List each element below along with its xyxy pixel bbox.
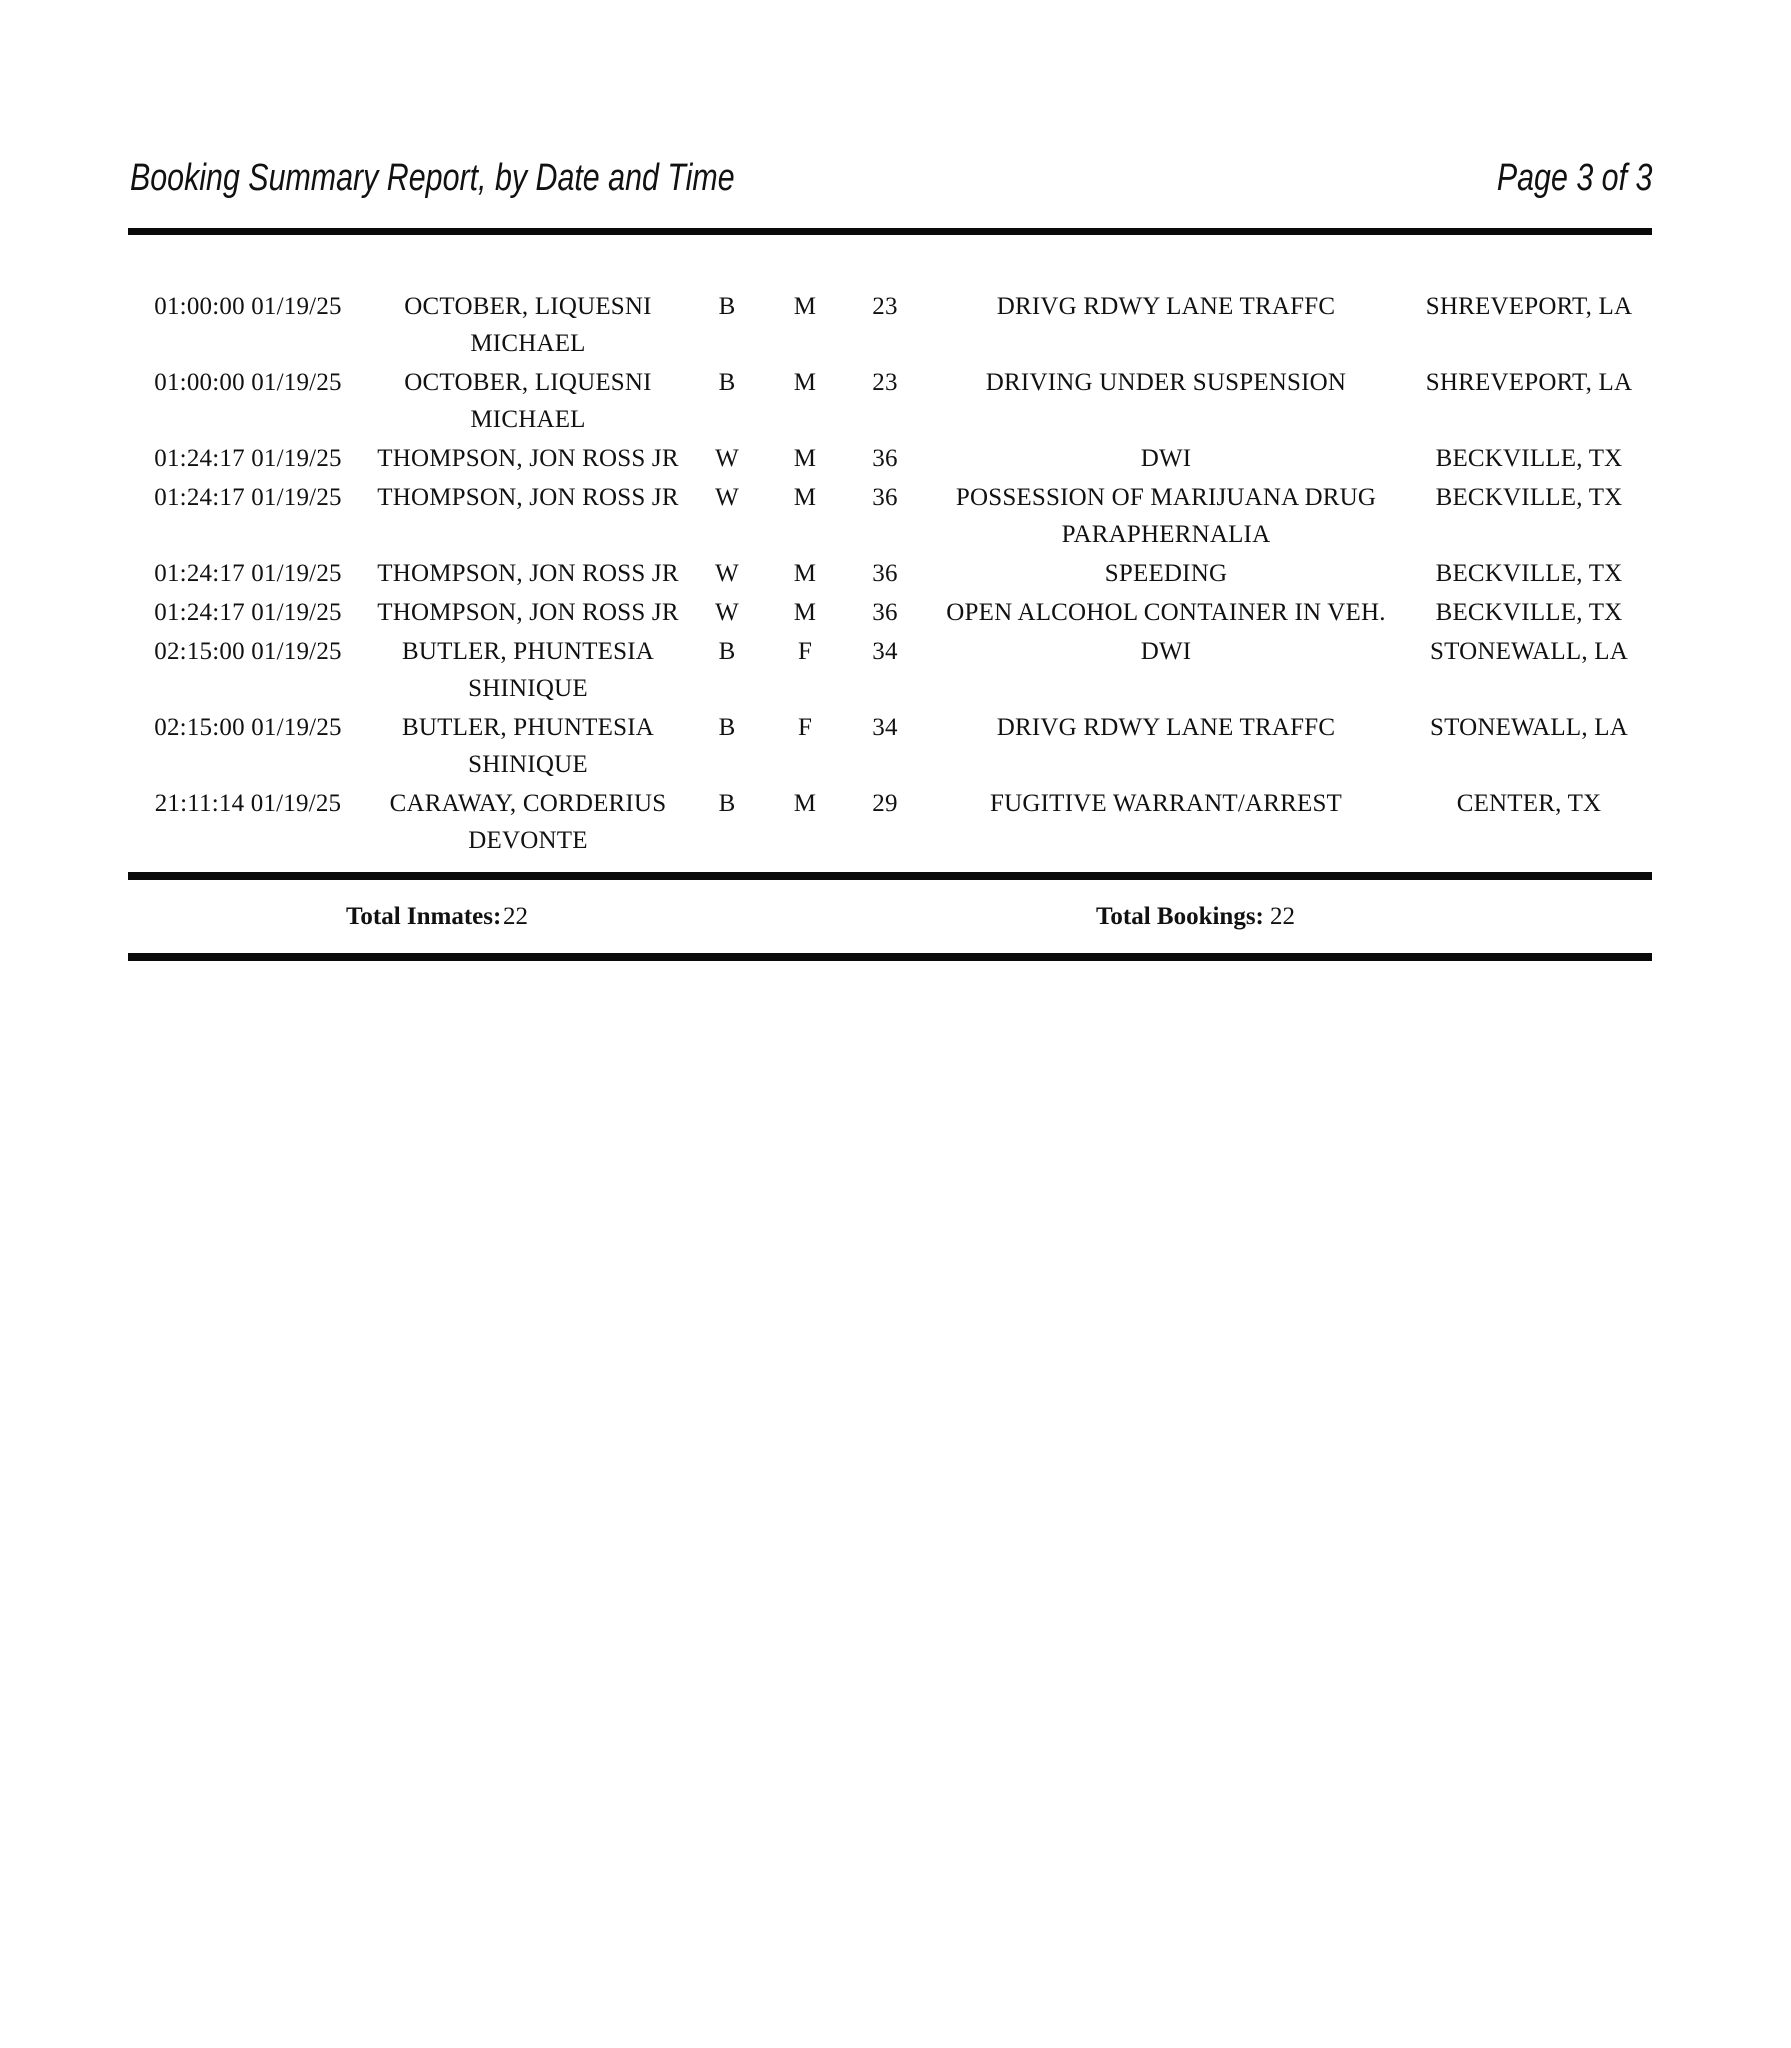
inmate-age: 36 <box>872 560 898 587</box>
inmate-age: 36 <box>872 599 898 626</box>
total-inmates-label: Total Inmates: <box>346 903 502 930</box>
booking-charge: DWI <box>1140 445 1192 472</box>
table-row <box>128 479 1652 553</box>
total-bookings-value: 22 <box>1270 903 1295 930</box>
inmate-sex: F <box>797 714 813 741</box>
inmate-name: CARAWAY, CORDERIUS DEVONTE <box>389 790 667 854</box>
inmate-age: 34 <box>872 638 898 665</box>
footer-divider <box>128 953 1652 961</box>
inmate-city: SHREVEPORT, LA <box>1425 369 1633 396</box>
inmate-race: W <box>715 599 739 626</box>
page-title: Booking Summary Report, by Date and Time <box>130 157 735 199</box>
inmate-race: B <box>718 369 736 396</box>
booking-time: 01:24:17 01/19/25 <box>154 599 342 626</box>
booking-charge: FUGITIVE WARRANT/ARREST <box>989 790 1343 817</box>
inmate-age: 23 <box>872 369 898 396</box>
table-bottom-divider <box>128 872 1652 880</box>
table-row <box>128 288 1652 362</box>
table-row <box>128 440 1652 477</box>
total-inmates-value: 22 <box>503 903 528 930</box>
inmate-sex: M <box>793 293 817 320</box>
table-row <box>128 709 1652 783</box>
inmate-city: SHREVEPORT, LA <box>1425 293 1633 320</box>
inmate-city: STONEWALL, LA <box>1430 638 1628 665</box>
inmate-city: BECKVILLE, TX <box>1435 445 1623 472</box>
booking-charge: SPEEDING <box>1104 560 1228 587</box>
inmate-race: W <box>715 445 739 472</box>
inmate-sex: M <box>793 790 817 817</box>
inmate-name: THOMPSON, JON ROSS JR <box>377 484 679 511</box>
booking-time: 01:24:17 01/19/25 <box>154 445 342 472</box>
inmate-race: W <box>715 560 739 587</box>
booking-time: 01:00:00 01/19/25 <box>154 293 342 320</box>
inmate-race: B <box>718 790 736 817</box>
booking-charge: DRIVG RDWY LANE TRAFFC <box>996 714 1336 741</box>
header-divider <box>128 228 1652 235</box>
inmate-sex: M <box>793 484 817 511</box>
inmate-race: W <box>715 484 739 511</box>
booking-time: 02:15:00 01/19/25 <box>154 714 342 741</box>
inmate-age: 36 <box>872 484 898 511</box>
booking-charge: OPEN ALCOHOL CONTAINER IN VEH. <box>946 599 1386 626</box>
inmate-city: BECKVILLE, TX <box>1435 560 1623 587</box>
booking-time: 01:00:00 01/19/25 <box>154 369 342 396</box>
inmate-sex: F <box>797 638 813 665</box>
booking-charge: DWI <box>1140 638 1192 665</box>
inmate-race: B <box>718 714 736 741</box>
inmate-sex: M <box>793 445 817 472</box>
inmate-age: 34 <box>872 714 898 741</box>
booking-charge: DRIVING UNDER SUSPENSION <box>985 369 1347 396</box>
inmate-city: CENTER, TX <box>1456 790 1602 817</box>
booking-time: 01:24:17 01/19/25 <box>154 560 342 587</box>
table-row <box>128 785 1652 859</box>
inmate-sex: M <box>793 560 817 587</box>
table-row <box>128 594 1652 631</box>
inmate-race: B <box>718 293 736 320</box>
inmate-name: OCTOBER, LIQUESNI MICHAEL <box>404 369 652 433</box>
booking-time: 21:11:14 01/19/25 <box>154 790 342 817</box>
booking-charge: POSSESSION OF MARIJUANA DRUG PARAPHERNALIA <box>955 484 1377 548</box>
booking-table <box>128 238 1652 861</box>
table-row <box>128 555 1652 592</box>
inmate-age: 29 <box>872 790 898 817</box>
booking-time: 02:15:00 01/19/25 <box>154 638 342 665</box>
inmate-city: BECKVILLE, TX <box>1435 599 1623 626</box>
total-bookings-label: Total Bookings: <box>1096 903 1264 930</box>
inmate-age: 23 <box>872 293 898 320</box>
page-number: Page 3 of 3 <box>1496 157 1652 199</box>
booking-charge: DRIVG RDWY LANE TRAFFC <box>996 293 1336 320</box>
table-row <box>128 633 1652 707</box>
inmate-name: THOMPSON, JON ROSS JR <box>377 445 679 472</box>
inmate-name: THOMPSON, JON ROSS JR <box>377 599 679 626</box>
inmate-name: THOMPSON, JON ROSS JR <box>377 560 679 587</box>
inmate-name: OCTOBER, LIQUESNI MICHAEL <box>404 293 652 357</box>
booking-time: 01:24:17 01/19/25 <box>154 484 342 511</box>
inmate-age: 36 <box>872 445 898 472</box>
inmate-race: B <box>718 638 736 665</box>
table-row <box>128 364 1652 438</box>
inmate-name: BUTLER, PHUNTESIA SHINIQUE <box>401 714 654 778</box>
inmate-name: BUTLER, PHUNTESIA SHINIQUE <box>401 638 654 702</box>
inmate-city: BECKVILLE, TX <box>1435 484 1623 511</box>
inmate-sex: M <box>793 369 817 396</box>
inmate-sex: M <box>793 599 817 626</box>
inmate-city: STONEWALL, LA <box>1430 714 1628 741</box>
